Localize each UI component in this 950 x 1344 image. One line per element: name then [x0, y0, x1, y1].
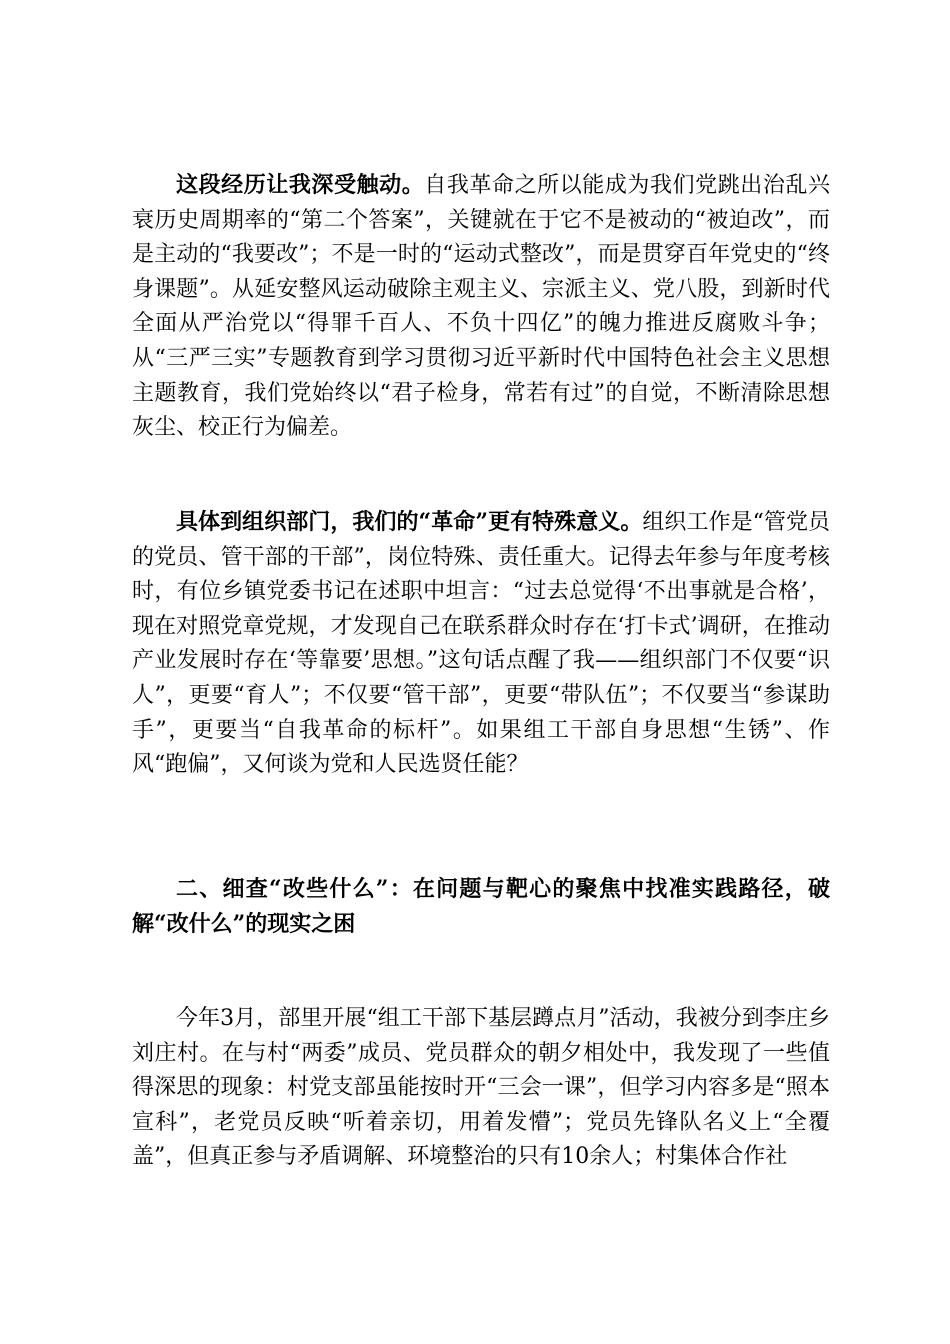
paragraph-organization-department — [132, 505, 830, 783]
paragraph-field-visit — [132, 1002, 830, 1175]
paragraph-lead-bold: 具体到组织部门，我们的“革命”更有特殊意义。 — [176, 509, 643, 535]
paragraph-lead-bold: 这段经历让我深受触动。 — [176, 172, 425, 198]
paragraph-body: 今年3月，部里开展“组工干部下基层蹲点月”活动，我被分到李庄乡刘庄村。在与村“两委”成员、党员群众的朝夕相处中，我发现了一些值得深思的现象：村党支部虽能按时开“三会一课”，但学习内容多是“照本宣科”，老党员反映“听着亲切，用着发懵”；党员先锋队名义上“全覆盖”，但真正参与矛盾调解、环境整治的只有10余人；村集体合作社 — [132, 1006, 830, 1170]
paragraph-body: 自我革命之所以能成为我们党跳出治乱兴衰历史周期率的“第二个答案”，关键就在于它不是被动的“被迫改”，而是主动的“我要改”；不是一时的“运动式整改”，而是贯穿百年党史的“终身课题”。从延安整风运动破除主观主义、宗派主义、党八股，到新时代全面从严治党以“得罪千百人、不负十四亿”的魄力推进反腐败斗争；从“三严三实”专题教育到学习贯彻习近平新时代中国特色社会主义思想主题教育，我们党始终以“君子检身，常若有过”的自觉，不断清除思想灰尘、校正行为偏差。 — [132, 173, 830, 441]
paragraph-body: 组织工作是“管党员的党员、管干部的干部”，岗位特殊、责任重大。记得去年参与年度考核时，有位乡镇党委书记在述职中坦言：“过去总觉得‘不出事就是合格’，现在对照党章党规，才发现自己在联系群众时存在‘打卡式’调研，在推动产业发展时存在‘等靠要’思想。”这句话点醒了我——组织部门不仅要“识人”，更要“育人”；不仅要“管干部”，更要“带队伍”；不仅要当“参谋助手”，更要当“自我革命的标杆”。如果组工干部自身思想“生锈”、作风“跑偏”，又何谈为党和人民选贤任能？ — [132, 510, 831, 778]
paragraph-reflection — [132, 168, 830, 446]
section-heading-two: 二、细查“改些什么”：在问题与靶心的聚焦中找准实践路径，破解“改什么”的现实之困 — [132, 876, 830, 937]
